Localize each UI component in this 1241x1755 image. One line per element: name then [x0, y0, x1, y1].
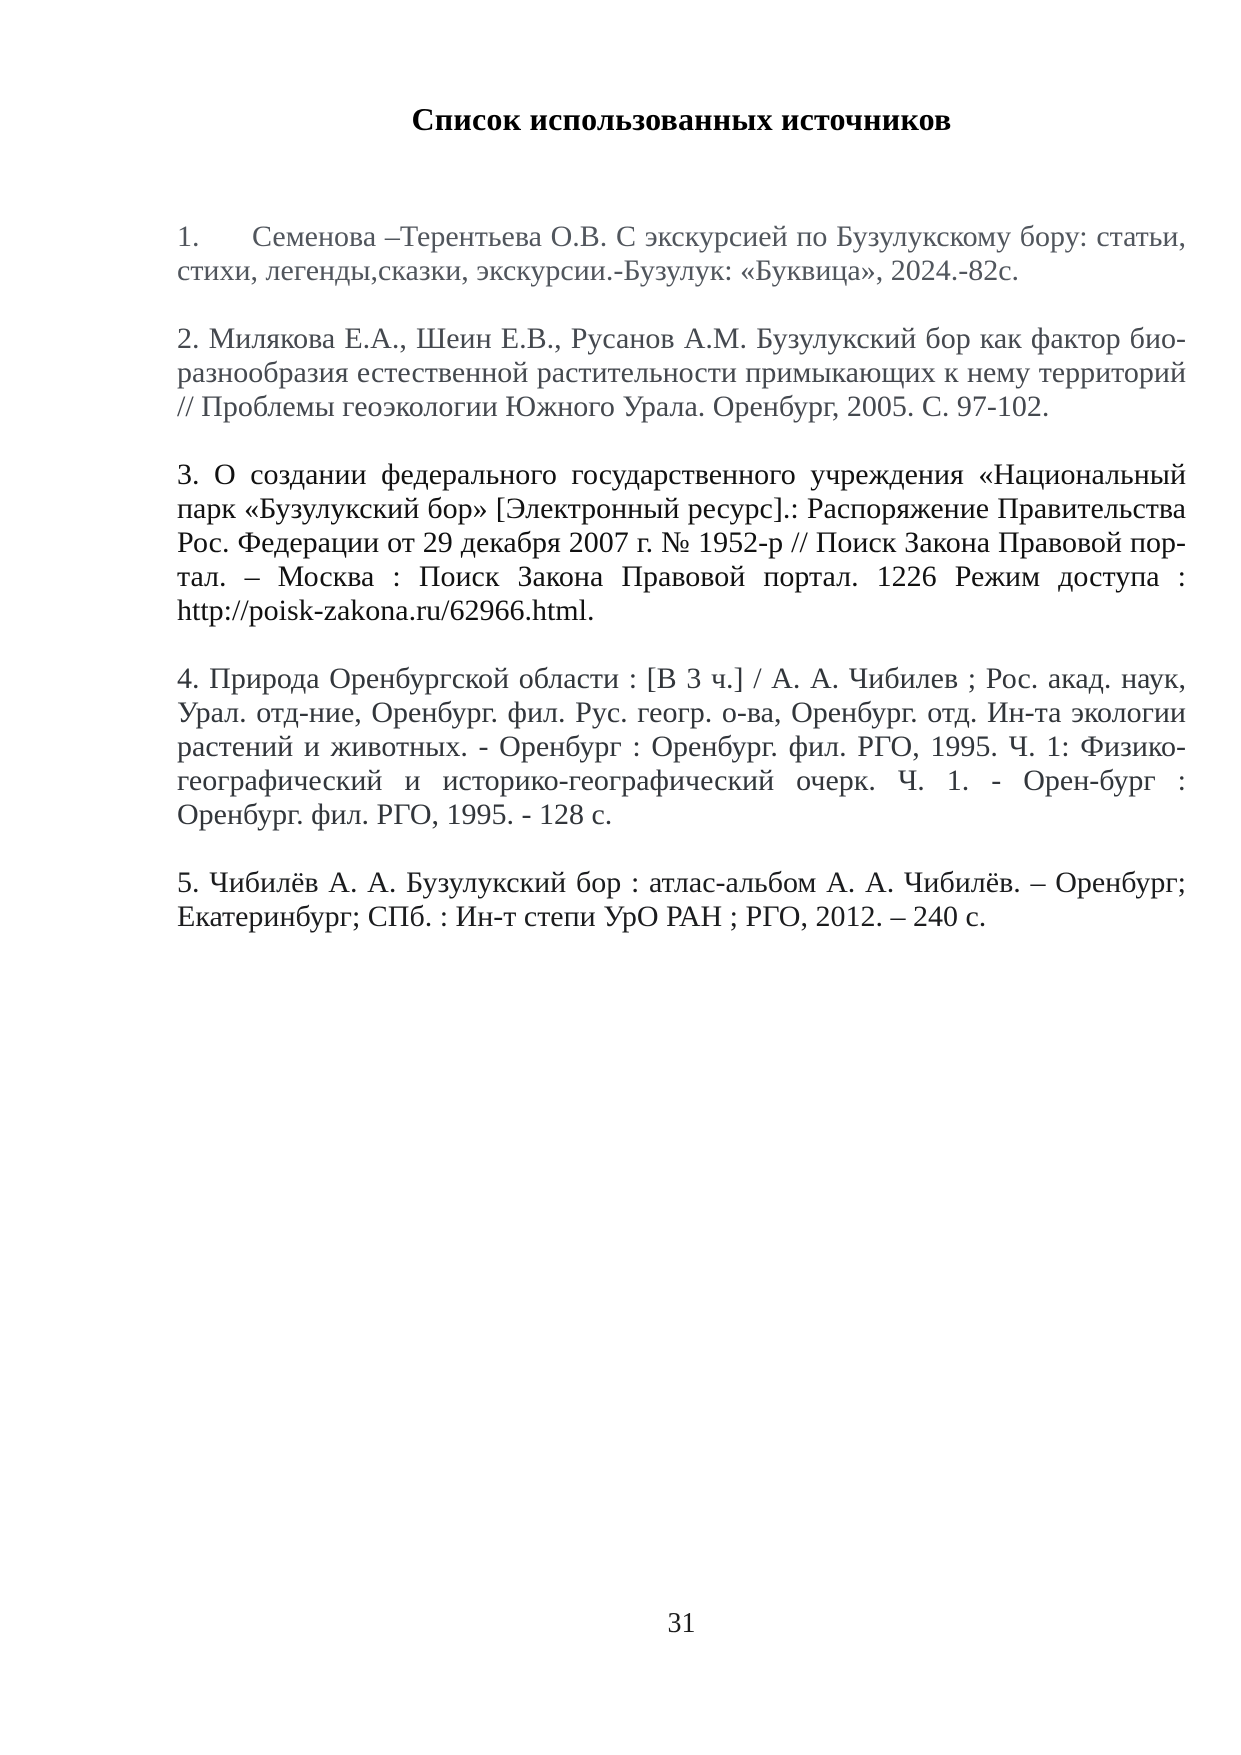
reference-text: 3. О создании федерального государственного учреждения «Национальный парк «Бузулукский бор» [Электронный ресурс].: Распоряжение Правительства Рос. Федерации от 29 декабря 2007 г. № 1952-р // Поиск Закона Правовой пор-тал. – Москва : Поиск Закона Правовой портал. 1226 Режим доступа : http://poisk-zakona.ru/62966.html.	[177, 458, 1186, 627]
reference-item-1	[177, 220, 1186, 288]
page-number: 31	[667, 1608, 696, 1639]
reference-item-3	[177, 458, 1186, 628]
reference-item-4	[177, 662, 1186, 832]
reference-text: 2. Милякова Е.А., Шеин Е.В., Русанов А.М. Бузулукский бор как фактор био-разнообразия естественной растительности примыкающих к нему территорий // Проблемы геоэкологии Южного Урала. Оренбург, 2005. С. 97-102.	[177, 322, 1186, 423]
reference-item-5	[177, 866, 1186, 934]
reference-text: 5. Чибилёв А. А. Бузулукский бор : атлас-альбом А. А. Чибилёв. – Оренбург; Екатеринбург; СПб. : Ин-т степи УрО РАН ; РГО, 2012. – 240 с.	[177, 866, 1186, 933]
page-title: Список использованных источников	[411, 101, 952, 137]
reference-text: 4. Природа Оренбургской области : [В 3 ч.] / А. А. Чибилев ; Рос. акад. наук, Урал. отд-ние, Оренбург. фил. Рус. геогр. о-ва, Оренбург. отд. Ин-та экологии растений и животных. - Оренбург : Оренбург. фил. РГО, 1995. Ч. 1: Физико-географический и историко-географический очерк. Ч. 1. - Орен-бург : Оренбург. фил. РГО, 1995. - 128 с.	[177, 662, 1186, 831]
reference-text: Семенова –Терентьева О.В. С экскурсией по Бузулукскому бору: статьи, стихи, легенды,сказки, экскурсии.-Бузулук: «Буквица», 2024.-82с.	[177, 220, 1186, 287]
reference-item-2	[177, 322, 1186, 424]
reference-number: 1.	[177, 220, 200, 253]
